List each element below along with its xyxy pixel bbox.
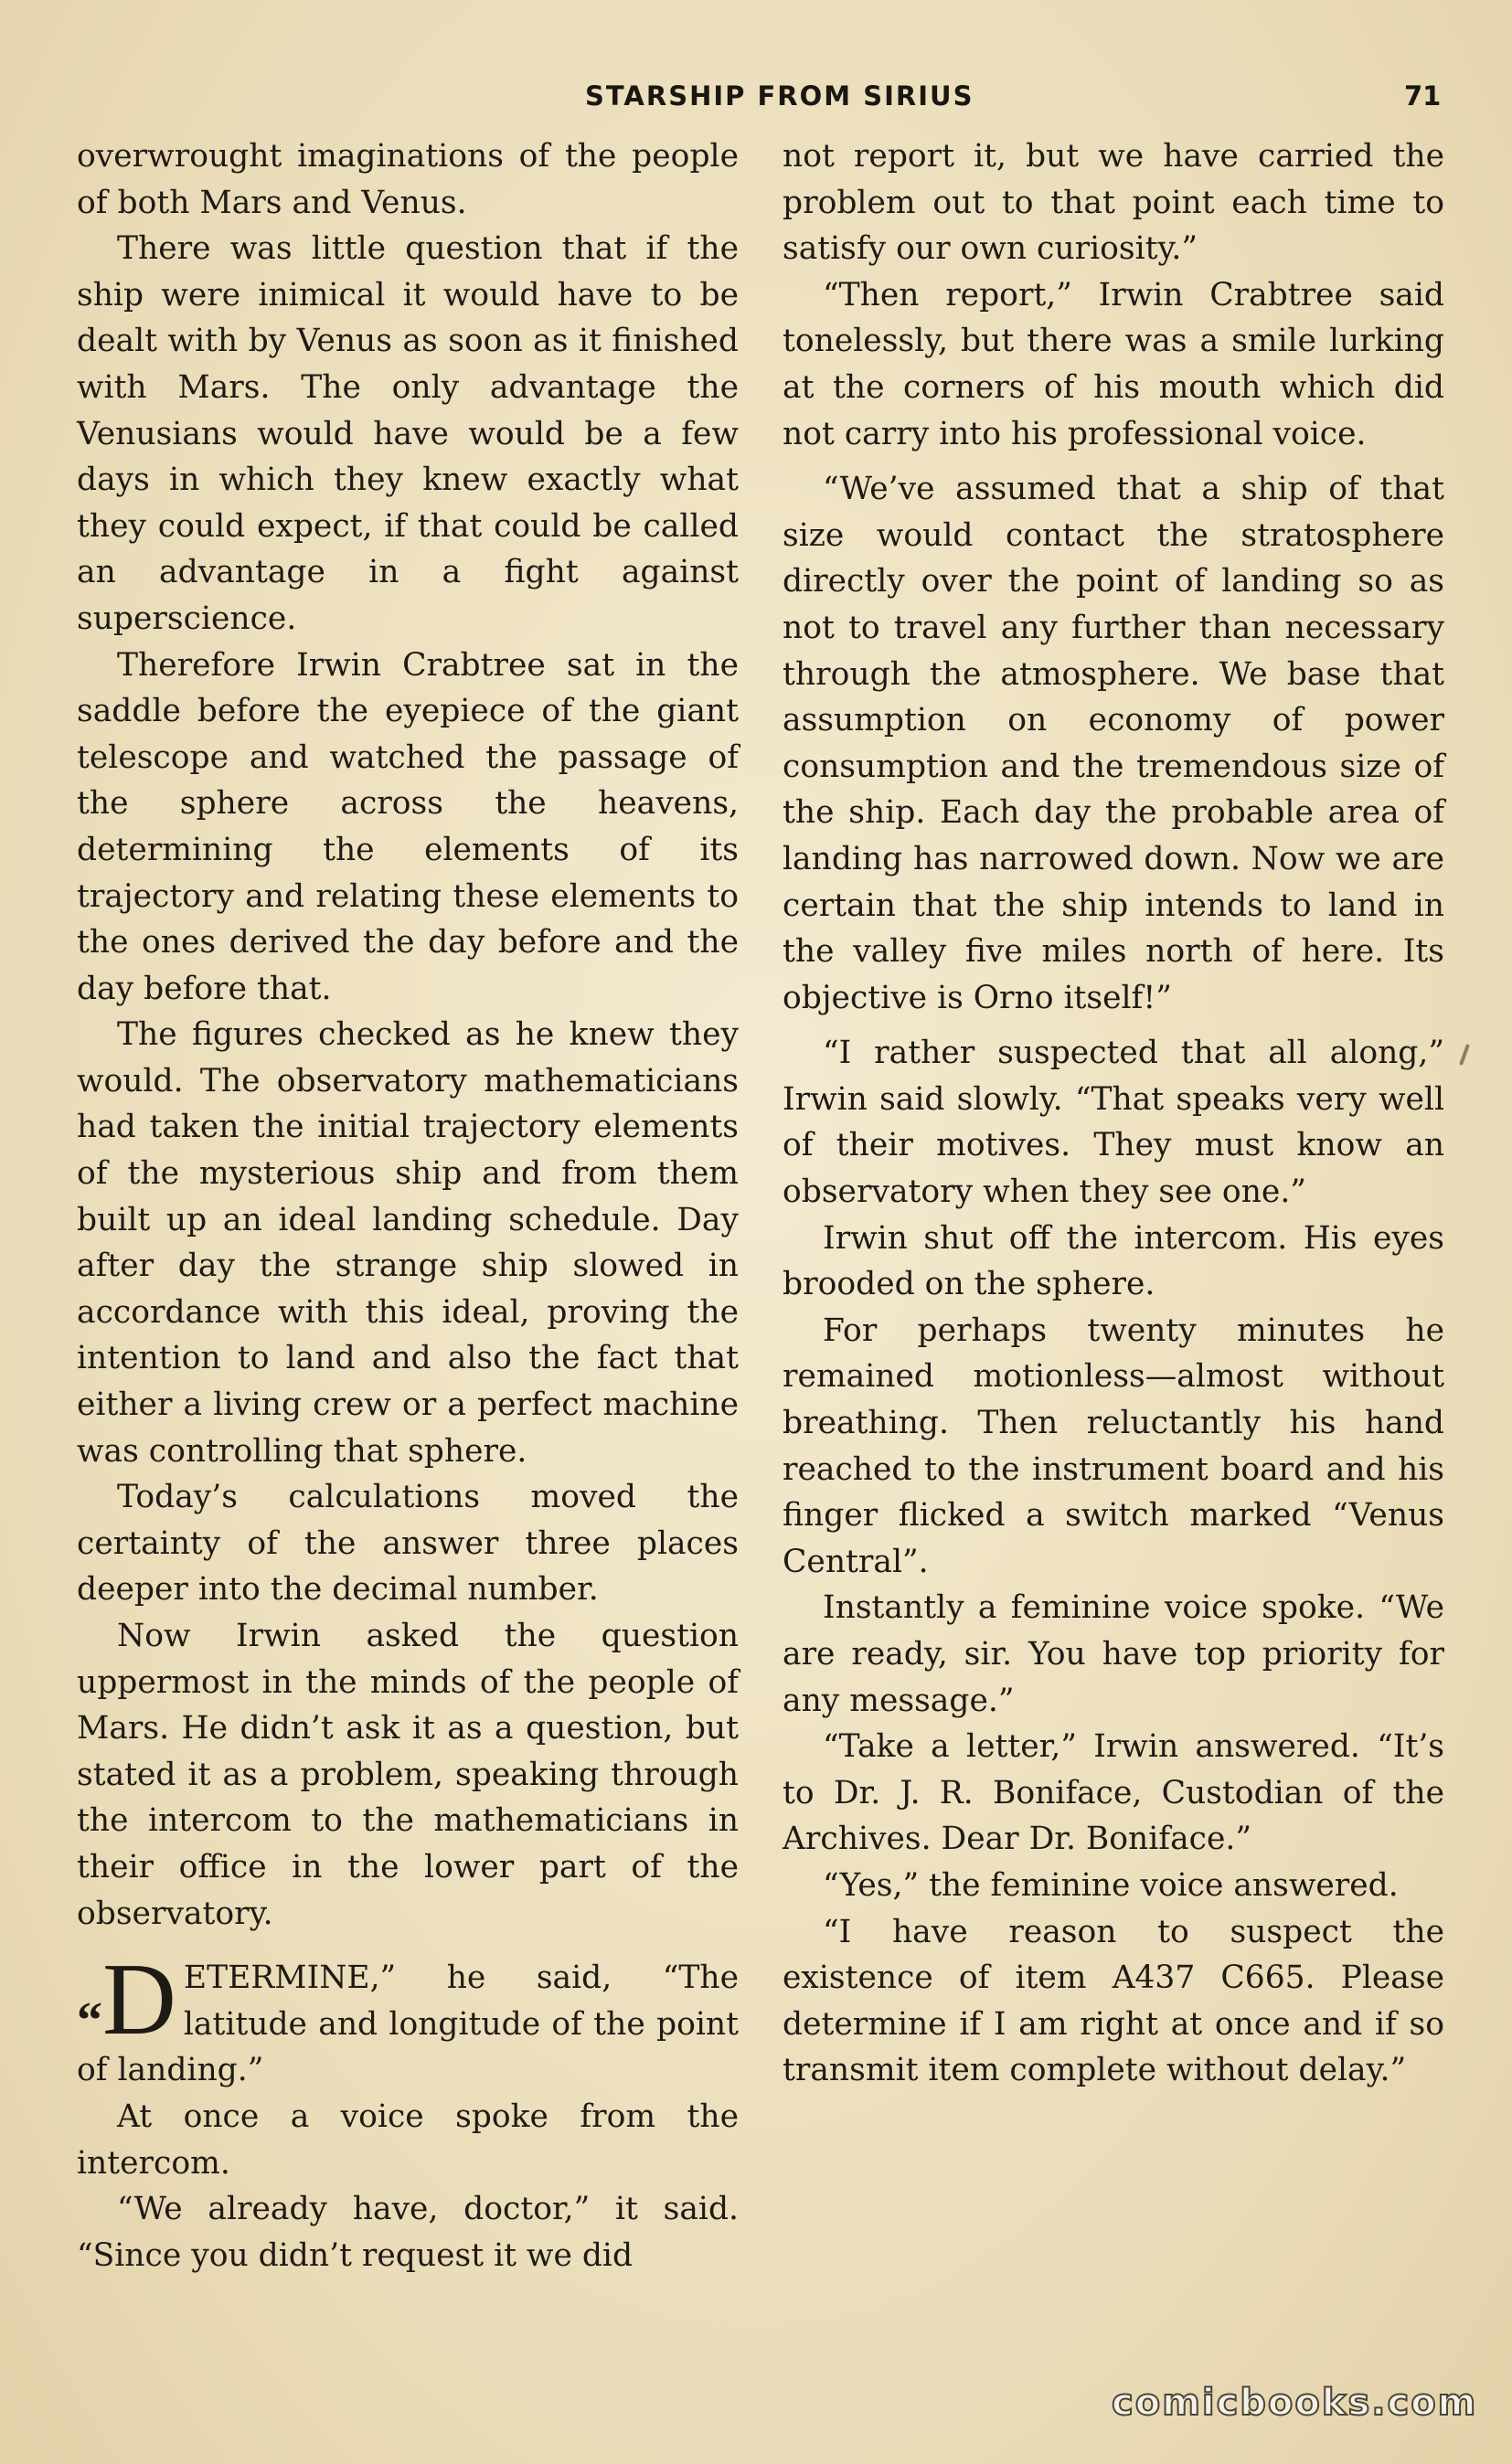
- paragraph: “Then report,” Irwin Crabtree said tonelessly, but there was a smile lurking at the corners of his mouth which did not carry into his professional voice.: [783, 276, 1444, 452]
- running-title: STARSHIP FROM SIRIUS: [585, 80, 974, 112]
- paragraph: “We’ve assumed that a ship of that size would contact the stratosphere directly over the point of landing so as not to travel any further than necessary through the atmosphere. We base that assumption on economy of power consumption and the tremendous size of the ship. Each day the probable area of landing has narrowed down. Now we are certain that the ship intends to land in the valley five miles north of here. Its objective is Orno itself!”: [783, 471, 1444, 1016]
- paragraph: The figures checked as he knew they would. The observatory mathematicians had taken the initial trajectory elements of the mysterious ship and from them built up an ideal landing schedule. Day after day the strange ship slowed in accordance with this ideal, proving the intention to land and also the fact that either a living crew or a perfect machine was controlling that sphere.: [77, 1016, 739, 1470]
- paragraph: “We already have, doctor,” it said. “Since you didn’t request it we did: [77, 2191, 739, 2274]
- watermark: comicbooks.com: [1112, 2382, 1478, 2424]
- right-column: [783, 133, 1444, 2094]
- paragraph: There was little question that if the ship were inimical it would have to be dealt with by Venus as soon as it finished with Mars. The only advantage the Venusians would have would be a few days in which they knew exactly what they could expect, if that could be called an advantage in a fight against superscience.: [77, 230, 739, 637]
- ink-mark: [1459, 1044, 1470, 1066]
- paragraph: For perhaps twenty minutes he remained motionless—almost without breathing. Then reluctantly his hand reached to the instrument board and his finger flicked a switch marked “Venus Central”.: [783, 1312, 1444, 1580]
- drop-cap-quote: “: [77, 1992, 102, 2050]
- paragraph: not report it, but we have carried the problem out to that point each time to satisfy our own curiosity.”: [783, 138, 1444, 268]
- paragraph: “Yes,” the feminine voice answered.: [823, 1866, 1399, 1904]
- paragraph: overwrought imaginations of the people of both Mars and Venus.: [77, 138, 739, 221]
- paragraph: “I rather suspected that all along,” Irwin said slowly. “That speaks very well of their motives. They must know an observatory when they see one.”: [783, 1035, 1444, 1211]
- paragraph: Today’s calculations moved the certainty of the answer three places deeper into the decimal number.: [77, 1479, 739, 1609]
- dropcap-paragraph-text: ETERMINE,” he said, “The latitude and longitude of the point of landing.”: [77, 1960, 739, 2089]
- drop-cap-letter: D: [102, 1943, 176, 2057]
- page-number: 71: [1404, 80, 1442, 112]
- drop-cap: [77, 1943, 176, 2057]
- dropcap-paragraph: [77, 1943, 739, 2094]
- paragraph: “Take a letter,” Irwin answered. “It’s to Dr. J. R. Boniface, Custodian of the Archives. Dear Dr. Boniface.”: [783, 1728, 1444, 1858]
- paragraph: Now Irwin asked the question uppermost in the minds of the people of Mars. He didn’t ask it as a question, but stated it as a problem, speaking through the intercom to the mathematicians in their office in the lower part of the observatory.: [77, 1618, 739, 1932]
- paragraph: “I have reason to suspect the existence of item A437 C665. Please determine if I am right at once and if so transmit item complete without delay.”: [783, 1913, 1444, 2089]
- paragraph: Irwin shut off the intercom. His eyes brooded on the sphere.: [783, 1219, 1444, 1303]
- left-column: [77, 133, 739, 2278]
- paragraph: Therefore Irwin Crabtree sat in the saddle before the eyepiece of the giant telescope and watched the passage of the sphere across the heavens, determining the elements of its trajectory and relating these elements to the ones derived the day before and the day before that.: [77, 646, 739, 1007]
- paragraph: Instantly a feminine voice spoke. “We are ready, sir. You have top priority for any message.”: [783, 1589, 1444, 1719]
- paragraph: At once a voice spoke from the intercom.: [77, 2098, 739, 2182]
